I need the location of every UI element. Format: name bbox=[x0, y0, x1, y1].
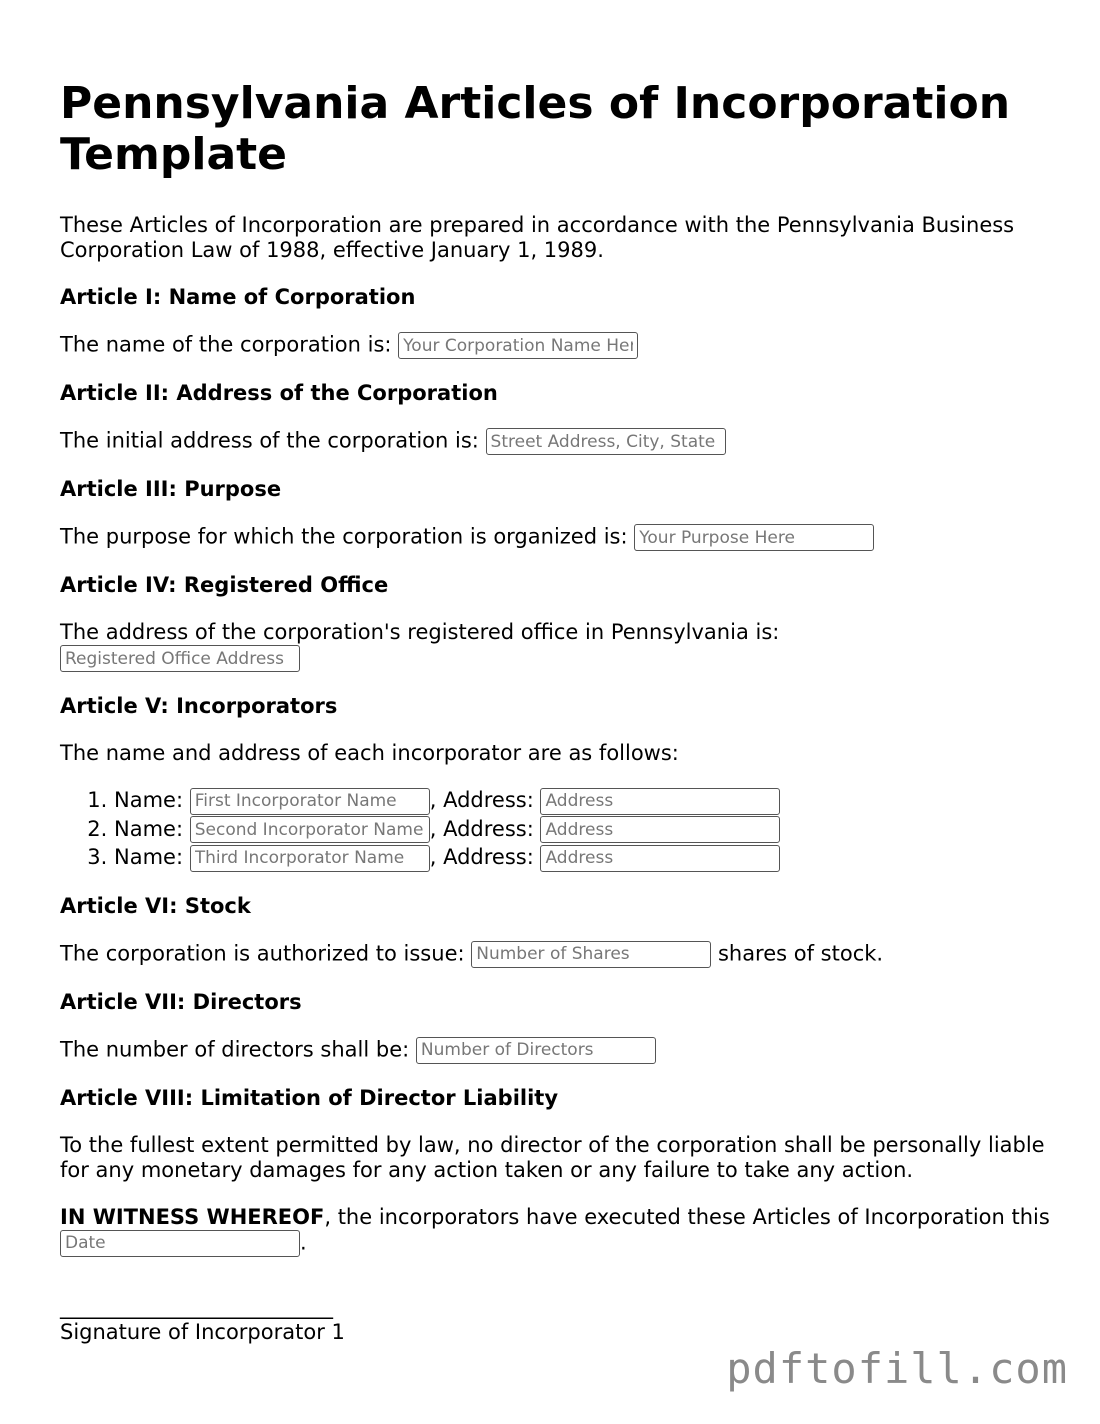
article-1-heading: Article I: Name of Corporation bbox=[60, 285, 416, 309]
corporation-name-input[interactable] bbox=[398, 332, 638, 359]
name-label: Name: bbox=[114, 788, 184, 812]
incorporator-list bbox=[60, 786, 1050, 872]
list-item bbox=[114, 843, 1050, 872]
incorporator-1-name-input[interactable] bbox=[190, 788, 430, 815]
article-6-label: The corporation is authorized to issue: bbox=[60, 941, 465, 965]
watermark: pdftofill.com bbox=[726, 1344, 1068, 1393]
purpose-input[interactable] bbox=[634, 524, 874, 551]
name-label: Name: bbox=[114, 845, 184, 869]
witness-end: . bbox=[300, 1230, 307, 1254]
directors-input[interactable] bbox=[416, 1037, 656, 1064]
article-1-label: The name of the corporation is: bbox=[60, 332, 392, 357]
article-4-text bbox=[60, 620, 1050, 672]
intro-text: These Articles of Incorporation are prepared in accordance with the Pennsylvania Business Corporation Law of 1988, effective January 1, 1989. bbox=[60, 213, 1015, 262]
shares-suffix: shares of stock. bbox=[717, 941, 884, 965]
list-item bbox=[114, 786, 1050, 815]
incorporator-3-address-input[interactable] bbox=[540, 845, 780, 872]
article-7-text bbox=[60, 1037, 1050, 1064]
article-2-heading: Article II: Address of the Corporation bbox=[60, 381, 498, 405]
article-6-heading: Article VI: Stock bbox=[60, 893, 251, 918]
article-2-label: The initial address of the corporation is: bbox=[60, 428, 479, 453]
article-5-heading: Article V: Incorporators bbox=[60, 694, 338, 718]
signature-block bbox=[60, 1295, 1050, 1345]
page-title: Pennsylvania Articles of Incorporation Template bbox=[60, 78, 1011, 180]
article-3-label: The purpose for which the corporation is organized is: bbox=[60, 524, 628, 549]
incorporator-3-name-input[interactable] bbox=[190, 845, 430, 872]
article-2-text bbox=[60, 428, 1050, 455]
article-4-label: The address of the corporation's registered office in Pennsylvania is: bbox=[60, 620, 780, 644]
corporation-address-input[interactable] bbox=[486, 428, 726, 455]
signature-line: __________________________ bbox=[60, 1294, 333, 1319]
witness-body: , the incorporators have executed these Articles of Incorporation this bbox=[324, 1204, 1050, 1229]
address-label: , Address: bbox=[429, 845, 534, 869]
article-5-text: The name and address of each incorporator are as follows: bbox=[60, 741, 679, 765]
article-8-text: To the fullest extent permitted by law, no director of the corporation shall be personally liable for any monetary damages for any action taken or any failure to take any action. bbox=[60, 1132, 1045, 1182]
document bbox=[60, 78, 1050, 1345]
registered-office-input[interactable] bbox=[60, 645, 300, 672]
incorporator-2-name-input[interactable] bbox=[190, 816, 430, 843]
witness-text bbox=[60, 1205, 1050, 1257]
incorporator-2-address-input[interactable] bbox=[540, 816, 780, 843]
address-label: , Address: bbox=[429, 788, 534, 812]
name-label: Name: bbox=[114, 816, 184, 841]
article-7-label: The number of directors shall be: bbox=[60, 1037, 410, 1061]
incorporator-1-address-input[interactable] bbox=[540, 788, 780, 815]
shares-input[interactable] bbox=[471, 941, 711, 968]
article-3-heading: Article III: Purpose bbox=[60, 477, 282, 501]
date-input[interactable] bbox=[60, 1230, 300, 1257]
article-4-heading: Article IV: Registered Office bbox=[60, 573, 389, 597]
address-label: , Address: bbox=[429, 816, 534, 841]
article-3-text bbox=[60, 524, 1050, 551]
witness-bold: IN WITNESS WHEREOF bbox=[60, 1204, 325, 1229]
article-6-text bbox=[60, 941, 1050, 968]
article-1-text bbox=[60, 332, 1050, 359]
article-8-heading: Article VIII: Limitation of Director Liability bbox=[60, 1085, 559, 1110]
article-7-heading: Article VII: Directors bbox=[60, 989, 302, 1014]
signature-label: Signature of Incorporator 1 bbox=[60, 1319, 345, 1344]
list-item bbox=[114, 815, 1050, 844]
